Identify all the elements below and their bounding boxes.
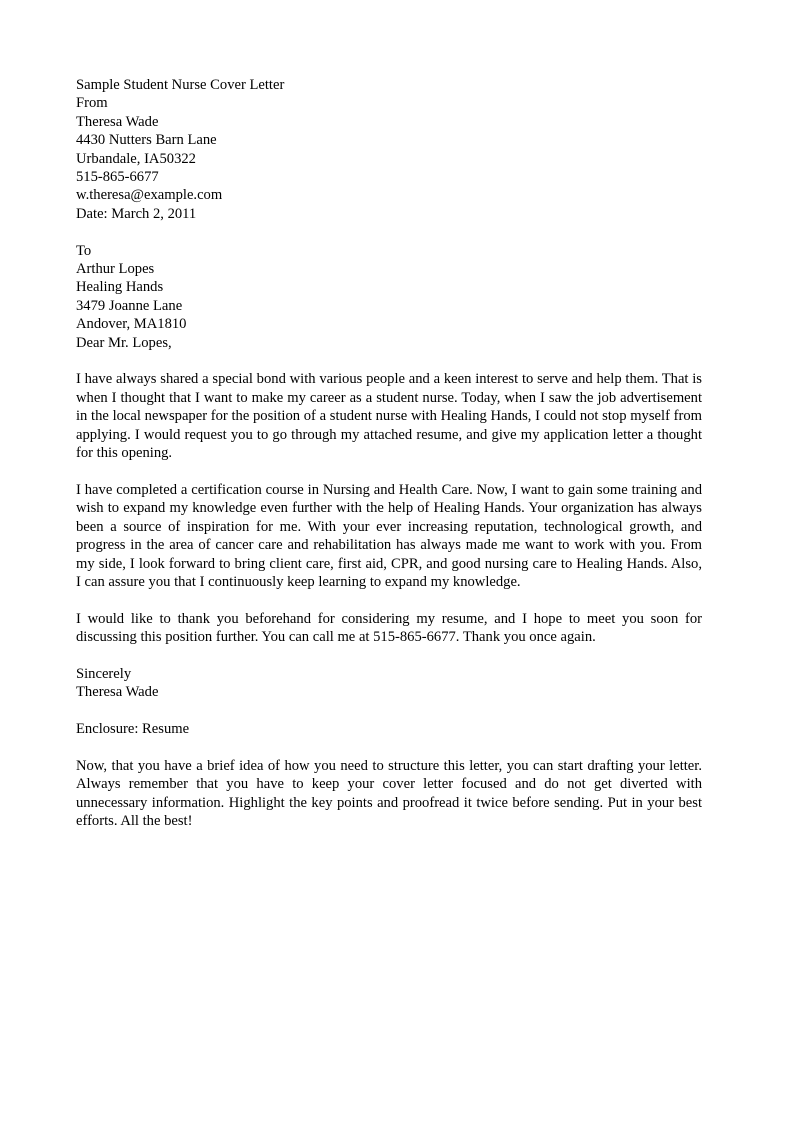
body-paragraph-2: I have completed a certification course in Nursing and Health Care. Now, I want to gain some training and wish to expand my knowledge even further with the help of Healing Hands. Your organization has always been a source of inspiration for me. With your ever increasing reputation, technological growth, and progress in the area of cancer care and rehabilitation has always made me want to work with you. From my side, I look forward to bring client care, first aid, CPR, and good nursing care to Healing Hands. Also, I can assure you that I continuously keep learning to expand my knowledge. — [76, 481, 702, 590]
spacer — [76, 591, 702, 609]
recipient-city: Andover, MA1810 — [76, 316, 187, 333]
recipient-block — [76, 242, 702, 334]
sender-email: w.theresa@example.com — [76, 187, 223, 204]
recipient-name: Arthur Lopes — [76, 261, 155, 278]
document-title: Sample Student Nurse Cover Letter — [76, 77, 285, 93]
salutation: Dear Mr. Lopes, — [76, 334, 172, 351]
body-paragraph-3: I would like to thank you beforehand for considering my resume, and I hope to meet you soon for discussing this position further. You can call me at 515-865-6677. Thank you once again. — [76, 610, 702, 646]
sender-name: Theresa Wade — [76, 113, 159, 130]
footer-note: Now, that you have a brief idea of how you need to structure this letter, you can start drafting your letter. Always remember that you have to keep your cover letter focused and do not get diverted with unnecessary information. Highlight the key points and proofread it twice before sending. Put in your best efforts. All the best! — [76, 757, 702, 830]
recipient-street: 3479 Joanne Lane — [76, 297, 183, 314]
spacer — [76, 702, 702, 720]
sender-phone: 515-865-6677 — [76, 169, 159, 186]
body-paragraph-1: I have always shared a special bond with various people and a keen interest to serve and help them. That is when I thought that I want to make my career as a student nurse. Today, when I saw the job advertisement in the local newspaper for the position of a student nurse with Healing Hands, I could not stop myself from applying. I would request you to go through my attached resume, and give my application letter a thought for this opening. — [76, 371, 702, 462]
sender-block — [76, 94, 702, 223]
spacer — [76, 647, 702, 665]
enclosure: Enclosure: Resume — [76, 721, 190, 738]
letter-body — [76, 76, 702, 831]
from-label: From — [76, 95, 108, 112]
to-label: To — [76, 242, 92, 259]
sender-street: 4430 Nutters Barn Lane — [76, 132, 217, 149]
letter-date: Date: March 2, 2011 — [76, 205, 197, 222]
recipient-company: Healing Hands — [76, 279, 164, 296]
sender-city: Urbandale, IA50322 — [76, 150, 196, 167]
closing: Sincerely — [76, 665, 132, 682]
spacer — [76, 352, 702, 370]
spacer — [76, 223, 702, 241]
spacer — [76, 463, 702, 481]
signature-name: Theresa Wade — [76, 684, 159, 701]
spacer — [76, 739, 702, 757]
